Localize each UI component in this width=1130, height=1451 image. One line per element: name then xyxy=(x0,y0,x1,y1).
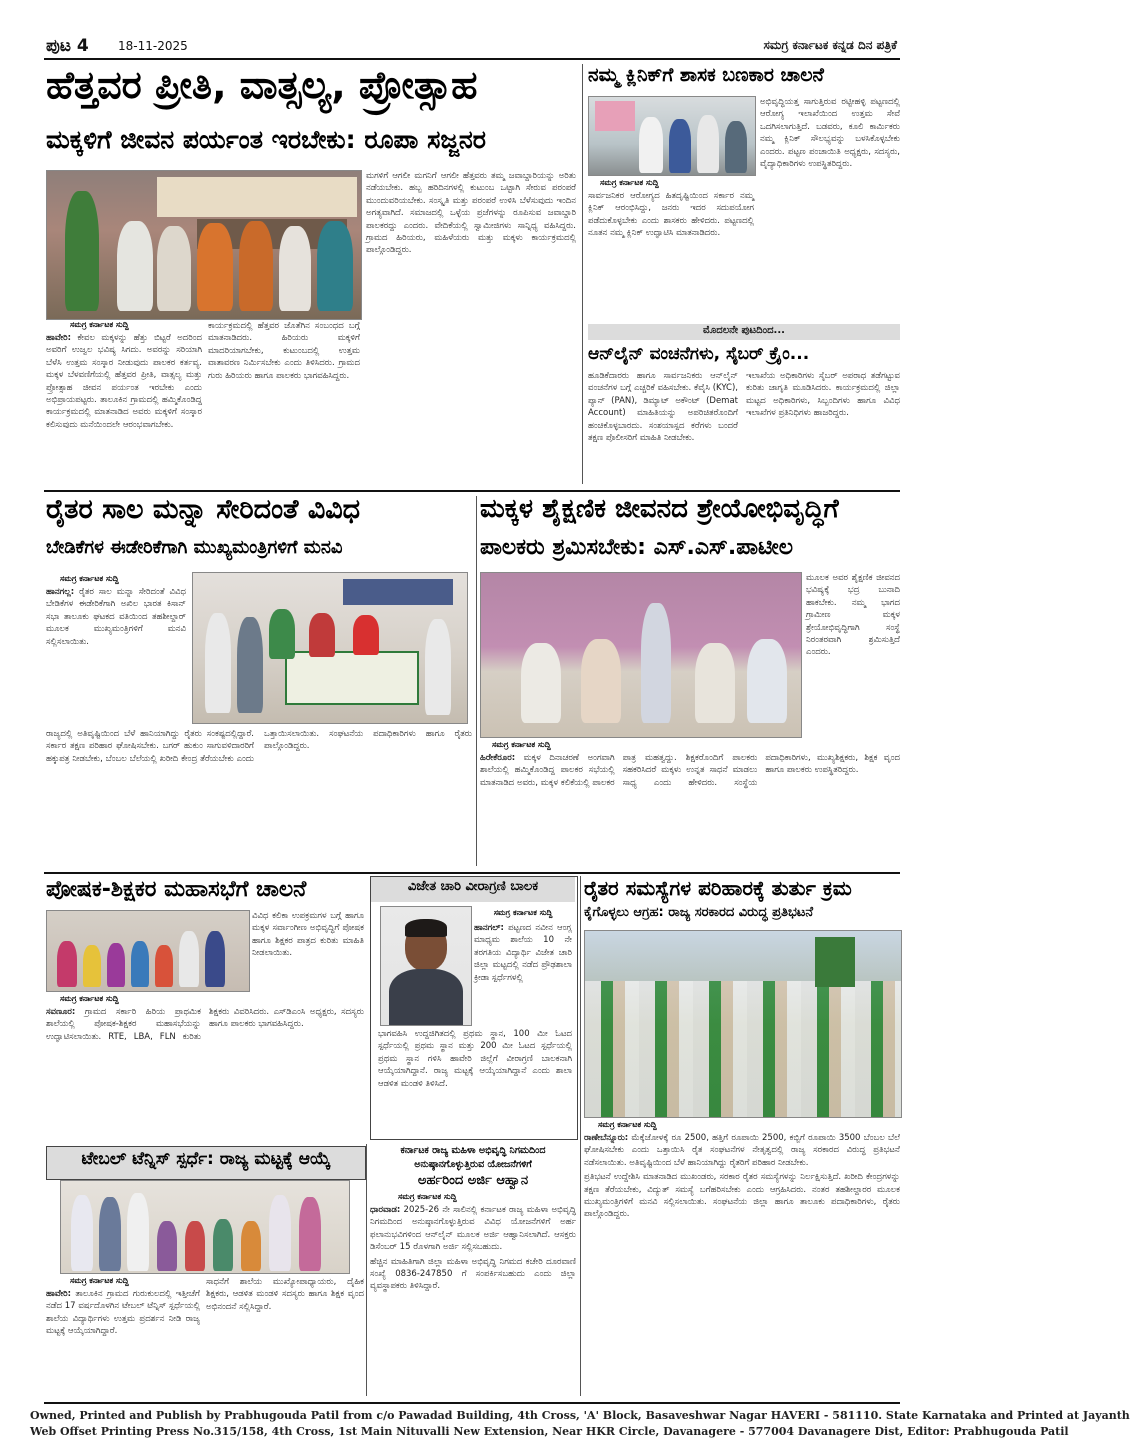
story8-byline: ಸಮಗ್ರ ಕರ್ನಾಟಕ ಸುದ್ದಿ xyxy=(598,1120,657,1129)
story10-text-2: ಹೆಚ್ಚಿನ ಮಾಹಿತಿಗಾಗಿ ಜಿಲ್ಲಾ ಮಹಿಳಾ ಅಭಿವೃದ್ಧಿ ನಿಗಮದ ಕಚೇರಿ ದೂರವಾಣಿ ಸಂಖ್ಯೆ 0836-247850 ಗೆ ಸಂಪರ್ಕಿಸಬಹುದು ಎಂದು ಜಿಲ್ಲಾ ವ್ಯವಸ್ಥಾಪಕರು ತಿಳಿಸಿದ್ದಾರೆ. xyxy=(370,1256,576,1292)
story7-body-col1 xyxy=(474,922,572,1024)
story1-headline: ಹೆತ್ತವರ ಪ್ರೀತಿ, ವಾತ್ಸಲ್ಯ, ಪ್ರೋತ್ಸಾಹ xyxy=(46,63,478,107)
story9-byline: ಸಮಗ್ರ ಕರ್ನಾಟಕ ಸುದ್ದಿ xyxy=(70,1276,129,1285)
story6-dateline: ಸವಣೂರ: xyxy=(46,1007,76,1017)
story8-subhead: ಕೈಗೊಳ್ಳಲು ಆಗ್ರಹ: ರಾಜ್ಯ ಸರಕಾರದ ವಿರುದ್ಧ ಪ್ರತಿಭಟನೆ xyxy=(584,905,814,920)
story4-text-2: ರಾಜ್ಯದಲ್ಲಿ ಅತಿವೃಷ್ಟಿಯಿಂದ ಬೆಳೆ ಹಾನಿಯಾಗಿದ್ದು ರೈತರು ಸಂಕಷ್ಟದಲ್ಲಿದ್ದಾರೆ. ಸರ್ಕಾರ ತಕ್ಷಣ ಪರಿಹಾರ ಘೋಷಿಸಬೇಕು. ಬಗರ್ ಹುಕುಂ ಸಾಗುವಳಿದಾರರಿಗೆ ಹಕ್ಕುಪತ್ರ ನೀಡಬೇಕು, ಬೆಂಬಲ ಬೆಲೆಯಲ್ಲಿ ಖರೀದಿ ಕೇಂದ್ರ ತೆರೆಯಬೇಕು ಎಂದು ಒತ್ತಾಯಿಸಲಾಯಿತು. ಸಂಘಟನೆಯ ಪದಾಧಿಕಾರಿಗಳು ಹಾಗೂ ರೈತರು ಪಾಲ್ಗೊಂಡಿದ್ದರು. xyxy=(46,729,472,764)
story4-dateline: ಹಾನಗಲ್ಲ: xyxy=(46,587,75,597)
story4-photo xyxy=(192,572,468,724)
story5-body-col2 xyxy=(480,752,900,866)
story4-text-1: ರೈತರ ಸಾಲ ಮನ್ನಾ ಸೇರಿದಂತೆ ವಿವಿಧ ಬೇಡಿಕೆಗಳ ಈಡೇರಿಕೆಗಾಗಿ ಅಖಿಲ ಭಾರತ ಕಿಸಾನ್ ಸಭಾ ತಾಲೂಕು ಘಟಕದ ವತಿಯಿಂದ ತಹಶೀಲ್ದಾರ್ ಮೂಲಕ ಮುಖ್ಯಮಂತ್ರಿಗಳಿಗೆ ಮನವಿ ಸಲ್ಲಿಸಲಾಯಿತು. xyxy=(46,587,187,647)
column-divider xyxy=(476,496,477,866)
story1-text-2: ಕಾರ್ಯಕ್ರಮದಲ್ಲಿ ಹೆತ್ತವರ ಜೊತೆಗಿನ ಸಂಬಂಧದ ಬಗ್ಗೆ ಮಾತನಾಡಿದರು. ಹಿರಿಯರು ಮಕ್ಕಳಿಗೆ ಮಾದರಿಯಾಗಬೇಕು, ಕುಟುಂಬದಲ್ಲಿ ಉತ್ತಮ ವಾತಾವರಣ ನಿರ್ಮಿಸಬೇಕು ಎಂದು ತಿಳಿಸಿದರು. ಗ್ರಾಮದ ಗುರು ಹಿರಿಯರು ಹಾಗೂ ಪಾಲಕರು ಭಾಗವಹಿಸಿದ್ದರು. xyxy=(208,321,360,381)
footer-imprint-line-2: Web Offset Printing Press No.315/158, 4th Cross, 1st Main Nituvalli New Extension, Near HKR Circle, Davanagere - 577004 Davanagere Dist, Editor: Prabhugouda Patil xyxy=(30,1425,1069,1438)
story7-dateline: ಹಾನಗಲ್: xyxy=(474,923,504,933)
masthead-rule xyxy=(44,58,900,60)
story4-body-full xyxy=(46,728,472,866)
story2-headline: ನಮ್ಮ ಕ್ಲಿನಿಕ್‌ಗೆ ಶಾಸಕ ಬಣಕಾರ ಚಾಲನೆ xyxy=(588,64,824,86)
story3-body-col1 xyxy=(588,370,738,484)
page-number: ಪುಟ 4 xyxy=(46,36,89,56)
story1-subhead: ಮಕ್ಕಳಿಗೆ ಜೀವನ ಪರ್ಯಂತ ಇರಬೇಕು: ರೂಪಾ ಸಜ್ಜನರ xyxy=(46,125,486,154)
story6-byline: ಸಮಗ್ರ ಕರ್ನಾಟಕ ಸುದ್ದಿ xyxy=(60,994,119,1003)
story2-body-col1 xyxy=(588,190,754,318)
story10-headline-2: ಅನುಷ್ಠಾನಗೊಳ್ಳುತ್ತಿರುವ ಯೋಜನೆಗಳಿಗೆ xyxy=(414,1159,532,1170)
story1-body-col1 xyxy=(46,332,202,484)
story9-text-1: ತಾಲೂಕಿನ ಗ್ರಾಮದ ಗುರುಕುಲದಲ್ಲಿ ಇತ್ತೀಚೆಗೆ ನಡೆದ 17 ವರ್ಷದೊಳಗಿನ ಟೇಬಲ್ ಟೆನ್ನಿಸ್ ಸ್ಪರ್ಧೆಯಲ್ಲಿ ಶಾಲೆಯ ವಿದ್ಯಾರ್ಥಿಗಳು ಉತ್ತಮ ಪ್ರದರ್ಶನ ನೀಡಿ ರಾಜ್ಯ ಮಟ್ಟಕ್ಕೆ ಆಯ್ಕೆಯಾಗಿದ್ದಾರೆ. xyxy=(46,1289,200,1337)
story3-kicker: ಮೊದಲನೇ ಪುಟದಿಂದ... xyxy=(703,325,785,336)
story6-text-1: ವಿವಿಧ ಕಲಿಕಾ ಉಪಕ್ರಮಗಳ ಬಗ್ಗೆ ಹಾಗೂ ಮಕ್ಕಳ ಸರ್ವಾಂಗೀಣ ಅಭಿವೃದ್ಧಿಗೆ ಪೋಷಕ ಹಾಗೂ ಶಿಕ್ಷಕರ ಪಾತ್ರದ ಕುರಿತು ಮಾಹಿತಿ ನೀಡಲಾಯಿತು. xyxy=(252,911,364,959)
story10-headline-1: ಕರ್ನಾಟಕ ರಾಜ್ಯ ಮಹಿಳಾ ಅಭಿವೃದ್ಧಿ ನಿಗಮದಿಂದ xyxy=(400,1145,546,1156)
paper-tagline: ಸಮಗ್ರ ಕರ್ನಾಟಕ ಕನ್ನಡ ದಿನ ಪತ್ರಿಕೆ xyxy=(763,38,897,52)
story2-byline: ಸಮಗ್ರ ಕರ್ನಾಟಕ ಸುದ್ದಿ xyxy=(600,178,659,187)
story8-body-full xyxy=(584,1132,900,1394)
story8-photo xyxy=(584,930,902,1118)
section-rule xyxy=(44,872,900,874)
column-divider xyxy=(582,64,583,484)
story1-text-1: ಕೇವಲ ಮಕ್ಕಳನ್ನು ಹೆತ್ತು ಬಿಟ್ಟರೆ ಅದರಿಂದ ಅವರಿಗೆ ಉಜ್ವಲ ಭವಿಷ್ಯ ಸಿಗದು. ಅವರನ್ನು ಸರಿಯಾಗಿ ಬೆಳೆಸಿ ಉತ್ತಮ ಸಂಸ್ಕಾರ ನೀಡುವುದು ಪಾಲಕರ ಕರ್ತವ್ಯ. ಮಕ್ಕಳ ಬೆಳವಣಿಗೆಯಲ್ಲಿ ಹೆತ್ತವರ ಪ್ರೀತಿ, ವಾತ್ಸಲ್ಯ ಮತ್ತು ಪ್ರೋತ್ಸಾಹ ಜೀವನ ಪರ್ಯಂತ ಇರಬೇಕು ಎಂದು ಅಭಿಪ್ರಾಯಪಟ್ಟರು. ತಾಲೂಕಿನ ಗ್ರಾಮದಲ್ಲಿ ಹಮ್ಮಿಕೊಂಡಿದ್ದ ಕಾರ್ಯಕ್ರಮದಲ್ಲಿ ಮಾತನಾಡಿದ ಅವರು ಮಕ್ಕಳಿಗೆ ಸಂಸ್ಕಾರ ಕಲಿಸುವುದು ಮನೆಯಿಂದಲೇ ಆರಂಭವಾಗಬೇಕು. xyxy=(46,333,202,430)
story9-headline: ಟೇಬಲ್ ಟೆನ್ನಿಸ್ ಸ್ಪರ್ಧೆ: ರಾಜ್ಯ ಮಟ್ಟಕ್ಕೆ ಆಯ್ಕೆ xyxy=(46,1146,366,1180)
story10-headline-3: ಅರ್ಹರಿಂದ ಅರ್ಜಿ ಆಹ್ವಾನ xyxy=(417,1173,529,1188)
story6-text-2: ಗ್ರಾಮದ ಸರ್ಕಾರಿ ಹಿರಿಯ ಪ್ರಾಥಮಿಕ ಶಾಲೆಯಲ್ಲಿ ಪೋಷಕ-ಶಿಕ್ಷಕರ ಮಹಾಸಭೆಯನ್ನು ಉದ್ಘಾಟಿಸಲಾಯಿತು. RTE, LBA, FLN ಕುರಿತು ಶಿಕ್ಷಕರು ವಿವರಿಸಿದರು. ಎಸ್‌ಡಿಎಂಸಿ ಅಧ್ಯಕ್ಷರು, ಸದಸ್ಯರು ಹಾಗೂ ಪಾಲಕರು ಭಾಗವಹಿಸಿದ್ದರು. xyxy=(46,1007,364,1042)
story5-photo xyxy=(480,572,802,738)
story4-subhead: ಬೇಡಿಕೆಗಳ ಈಡೇರಿಕೆಗಾಗಿ ಮುಖ್ಯಮಂತ್ರಿಗಳಿಗೆ ಮನವಿ xyxy=(46,537,343,558)
story4-body-col1 xyxy=(46,586,186,722)
story7-text-2: ಭಾಗವಹಿಸಿ ಉದ್ದಜಿಗಿತದಲ್ಲಿ ಪ್ರಥಮ ಸ್ಥಾನ, 100 ಮೀ ಓಟದ ಸ್ಪರ್ಧೆಯಲ್ಲಿ ಪ್ರಥಮ ಸ್ಥಾನ ಮತ್ತು 200 ಮೀ ಓಟದ ಸ್ಪರ್ಧೆಯಲ್ಲಿ ಪ್ರಥಮ ಸ್ಥಾನ ಗಳಿಸಿ ಹಾವೇರಿ ಜಿಲ್ಲೆಗೆ ವೀರಾಗ್ರಣಿ ಬಾಲಕನಾಗಿ ಆಯ್ಕೆಯಾಗಿದ್ದಾನೆ. ರಾಜ್ಯ ಮಟ್ಟಕ್ಕೆ ಆಯ್ಕೆಯಾಗಿದ್ದಾನೆ ಎಂದು ಶಾಲಾ ಆಡಳಿತ ಮಂಡಳಿ ತಿಳಿಸಿದೆ. xyxy=(378,1029,572,1089)
story5-byline: ಸಮಗ್ರ ಕರ್ನಾಟಕ ಸುದ್ದಿ xyxy=(492,740,551,749)
story9-body-col1 xyxy=(46,1288,200,1396)
date-line: 18-11-2025 xyxy=(118,39,188,53)
story1-text-3: ಮಗಳಿಗೆ ಆಗಲೀ ಮಗನಿಗೆ ಆಗಲೀ ಹೆತ್ತವರು ತಮ್ಮ ಜವಾಬ್ದಾರಿಯನ್ನು ಅರಿತು ನಡೆಯಬೇಕು. ಹಬ್ಬ ಹರಿದಿನಗಳಲ್ಲಿ ಕುಟುಂಬ ಒಟ್ಟಾಗಿ ಸೇರುವ ಪರಂಪರೆ ಮುಂದುವರಿಯಬೇಕು. ಸಂಸ್ಕೃತಿ ಮತ್ತು ಪರಂಪರೆ ಉಳಿಸಿ ಬೆಳೆಸುವುದು ಇಂದಿನ ಅಗತ್ಯವಾಗಿದೆ. ಸಮಾಜದಲ್ಲಿ ಒಳ್ಳೆಯ ಪ್ರಜೆಗಳನ್ನು ರೂಪಿಸುವ ಜವಾಬ್ದಾರಿ ಪಾಲಕರದ್ದು ಎಂದರು. ವೇದಿಕೆಯಲ್ಲಿ ಸ್ವಾಮೀಜಿಗಳು ಸಾನ್ನಿಧ್ಯ ವಹಿಸಿದ್ದರು. ಗ್ರಾಮದ ಹಿರಿಯರು, ಮಹಿಳೆಯರು ಮತ್ತು ಮಕ್ಕಳು ಕಾರ್ಯಕ್ರಮದಲ್ಲಿ ಪಾಲ್ಗೊಂಡಿದ್ದರು. xyxy=(366,171,576,256)
story10-text-1: 2025-26 ನೇ ಸಾಲಿನಲ್ಲಿ ಕರ್ನಾಟಕ ರಾಜ್ಯ ಮಹಿಳಾ ಅಭಿವೃದ್ಧಿ ನಿಗಮದಿಂದ ಅನುಷ್ಠಾನಗೊಳ್ಳುತ್ತಿರುವ ವಿವಿಧ ಯೋಜನೆಗಳಿಗೆ ಅರ್ಹ ಫಲಾನುಭವಿಗಳಿಂದ ಆನ್‌ಲೈನ್ ಮೂಲಕ ಅರ್ಜಿ ಆಹ್ವಾನಿಸಲಾಗಿದೆ. ಆಸಕ್ತರು ಡಿಸೆಂಬರ್ 15 ರೊಳಗಾಗಿ ಅರ್ಜಿ ಸಲ್ಲಿಸಬಹುದು. xyxy=(370,1205,577,1253)
footer-imprint-line-1: Owned, Printed and Publish by Prabhugouda Patil from c/o Pawadad Building, 4th Cross, 'A' Block, Basaveshwar Nagar HAVERI - 581110. State Karnataka and Printed at Jayanth xyxy=(30,1409,1130,1422)
story2-photo xyxy=(588,96,756,176)
story6-headline: ಪೋಷಕ-ಶಿಕ್ಷಕರ ಮಹಾಸಭೆಗೆ ಚಾಲನೆ xyxy=(46,877,307,902)
story9-photo xyxy=(60,1180,350,1274)
story3-text-2: ಇಲಾಖೆಯ ಅಧಿಕಾರಿಗಳು ಸೈಬರ್ ಅಪರಾಧ ತಡೆಗಟ್ಟುವ ಕುರಿತು ಜಾಗೃತಿ ಮೂಡಿಸಿದರು. ಕಾರ್ಯಕ್ರಮದಲ್ಲಿ ಜಿಲ್ಲಾ ಮಟ್ಟದ ಅಧಿಕಾರಿಗಳು, ಸಿಬ್ಬಂದಿಗಳು ಹಾಗೂ ವಿವಿಧ ಇಲಾಖೆಗಳ ಪ್ರತಿನಿಧಿಗಳು ಹಾಜರಿದ್ದರು. xyxy=(746,371,900,419)
story2-text-1: ಸಾರ್ವಜನಿಕರ ಆರೋಗ್ಯದ ಹಿತದೃಷ್ಟಿಯಿಂದ ಸರ್ಕಾರ ನಮ್ಮ ಕ್ಲಿನಿಕ್ ಆರಂಭಿಸಿದ್ದು, ಜನರು ಇದರ ಸದುಪಯೋಗ ಪಡೆದುಕೊಳ್ಳಬೇಕು ಎಂದು ಶಾಸಕರು ಹೇಳಿದರು. ಪಟ್ಟಣದಲ್ಲಿ ನೂತನ ನಮ್ಮ ಕ್ಲಿನಿಕ್ ಉದ್ಘಾಟಿಸಿ ಮಾತನಾಡಿದರು. xyxy=(588,191,754,239)
story10-dateline: ಧಾರವಾಡ: xyxy=(370,1205,401,1215)
story10-body xyxy=(370,1204,576,1396)
story4-byline: ಸಮಗ್ರ ಕರ್ನಾಟಕ ಸುದ್ದಿ xyxy=(60,574,119,583)
story5-body-col1 xyxy=(806,572,900,736)
story5-subhead: ಪಾಲಕರು ಶ್ರಮಿಸಬೇಕು: ಎಸ್.ಎಸ್.ಪಾಟೀಲ xyxy=(480,535,794,560)
story1-byline: ಸಮಗ್ರ ಕರ್ನಾಟಕ ಸುದ್ದಿ xyxy=(70,320,129,329)
column-divider xyxy=(366,1144,367,1396)
story1-body-col2 xyxy=(208,320,360,484)
story1-dateline: ಹಾವೇರಿ: xyxy=(46,333,72,343)
column-divider xyxy=(580,876,581,1396)
story7-byline: ಸಮಗ್ರ ಕರ್ನಾಟಕ ಸುದ್ದಿ xyxy=(493,908,553,917)
story4-headline: ರೈತರ ಸಾಲ ಮನ್ನಾ ಸೇರಿದಂತೆ ವಿವಿಧ xyxy=(46,494,361,525)
story5-text-1: ಮೂಲಕ ಅವರ ಶೈಕ್ಷಣಿಕ ಜೀವನದ ಭವಿಷ್ಯಕ್ಕೆ ಭದ್ರ ಬುನಾದಿ ಹಾಕಬೇಕು. ನಮ್ಮ ಭಾಗದ ಗ್ರಾಮೀಣ ಮಕ್ಕಳ ಶ್ರೇಯೋಭಿವೃದ್ಧಿಗಾಗಿ ಸಂಸ್ಥೆ ನಿರಂತರವಾಗಿ ಶ್ರಮಿಸುತ್ತಿದೆ ಎಂದರು. xyxy=(806,573,900,658)
story6-photo xyxy=(46,910,250,992)
story9-dateline: ಹಾವೇರಿ: xyxy=(46,1289,72,1299)
story8-headline: ರೈತರ ಸಮಸ್ಯೆಗಳ ಪರಿಹಾರಕ್ಕೆ ತುರ್ತು ಕ್ರಮ xyxy=(584,876,852,900)
story7-portrait xyxy=(380,906,472,1026)
story5-dateline: ಹಿರೇಕೆರೂರ: xyxy=(480,753,516,763)
section-rule xyxy=(44,490,900,492)
story10-byline: ಸಮಗ್ರ ಕರ್ನಾಟಕ ಸುದ್ದಿ xyxy=(398,1192,457,1201)
story7-headline: ವಿಜೇತ ಚಾರಿ ವೀರಾಗ್ರಣಿ ಬಾಲಕ xyxy=(371,877,575,902)
story2-body-col2 xyxy=(760,96,900,318)
story7-text-1: ಪಟ್ಟಣದ ನವೀನ ಆಂಗ್ಲ ಮಾಧ್ಯಮ ಶಾಲೆಯ 10 ನೇ ತರಗತಿಯ ವಿದ್ಯಾರ್ಥಿ ವಿಜೇತ ಚಾರಿ ಜಿಲ್ಲಾ ಮಟ್ಟದಲ್ಲಿ ನಡೆದ ಪ್ರೌಢಶಾಲಾ ಕ್ರೀಡಾ ಸ್ಪರ್ಧೆಗಳಲ್ಲಿ xyxy=(474,923,572,983)
story6-body-col1 xyxy=(252,910,364,1002)
story5-headline: ಮಕ್ಕಳ ಶೈಕ್ಷಣಿಕ ಜೀವನದ ಶ್ರೇಯೋಭಿವೃದ್ಧಿಗೆ xyxy=(480,494,839,524)
footer-rule xyxy=(44,1402,900,1404)
story9-text-2: ಸಾಧನೆಗೆ ಶಾಲೆಯ ಮುಖ್ಯೋಪಾಧ್ಯಾಯರು, ದೈಹಿಕ ಶಿಕ್ಷಕರು, ಆಡಳಿತ ಮಂಡಳಿ ಸದಸ್ಯರು ಹಾಗೂ ಶಿಕ್ಷಕ ವೃಂದ ಅಭಿನಂದನೆ ಸಲ್ಲಿಸಿದ್ದಾರೆ. xyxy=(206,1277,364,1312)
story1-body-col3 xyxy=(366,170,576,484)
story7-body-full xyxy=(378,1028,572,1134)
story1-photo xyxy=(46,170,362,320)
story5-text-2: ಮಕ್ಕಳ ದಿನಾಚರಣೆ ಅಂಗವಾಗಿ ಶಾಲೆಯಲ್ಲಿ ಹಮ್ಮಿಕೊಂಡಿದ್ದ ಪಾಲಕರ ಸಭೆಯಲ್ಲಿ ಮಾತನಾಡಿದ ಅವರು, ಮಕ್ಕಳ ಕಲಿಕೆಯಲ್ಲಿ ಪಾಲಕರ ಪಾತ್ರ ಮಹತ್ವದ್ದು. ಶಿಕ್ಷಕರೊಂದಿಗೆ ಪಾಲಕರು ಸಹಕರಿಸಿದರೆ ಮಕ್ಕಳು ಉನ್ನತ ಸಾಧನೆ ಮಾಡಲು ಸಾಧ್ಯ ಎಂದು ಹೇಳಿದರು. ಸಂಸ್ಥೆಯ ಪದಾಧಿಕಾರಿಗಳು, ಮುಖ್ಯಶಿಕ್ಷಕರು, ಶಿಕ್ಷಕ ವೃಂದ ಹಾಗೂ ಪಾಲಕರು ಉಪಸ್ಥಿತರಿದ್ದರು. xyxy=(480,753,900,788)
story8-text-1: ಮೆಕ್ಕೆಜೋಳಕ್ಕೆ ರೂ 2500, ಹತ್ತಿಗೆ ರೂಪಾಯಿ 2500, ಕಬ್ಬಿಗೆ ರೂಪಾಯಿ 3500 ಬೆಂಬಲ ಬೆಲೆ ಘೋಷಿಸಬೇಕು ಎಂದು ಒತ್ತಾಯಿಸಿ ರೈತ ಸಂಘಟನೆಗಳ ನೇತೃತ್ವದಲ್ಲಿ ರಾಜ್ಯ ಸರಕಾರದ ವಿರುದ್ಧ ಪ್ರತಿಭಟನೆ ನಡೆಸಲಾಯಿತು. ಅತಿವೃಷ್ಟಿಯಿಂದ ಬೆಳೆ ಹಾನಿಯಾಗಿದ್ದು ರೈತರಿಗೆ ಪರಿಹಾರ ನೀಡಬೇಕು. xyxy=(584,1133,901,1168)
story8-dateline: ರಾಣೇಬೆನ್ನೂರು: xyxy=(584,1133,629,1143)
story3-text-1: ಹೂಡಿಕೆದಾರರು ಹಾಗೂ ಸಾರ್ವಜನಿಕರು ಆನ್‌ಲೈನ್ ವಂಚನೆಗಳ ಬಗ್ಗೆ ಎಚ್ಚರಿಕೆ ವಹಿಸಬೇಕು. ಕೆವೈಸಿ (KYC), ಪ್ಯಾನ್ (PAN), ಡಿಮ್ಯಾಟ್ ಅಕೌಂಟ್ (Demat Account) ಮಾಹಿತಿಯನ್ನು ಅಪರಿಚಿತರೊಂದಿಗೆ ಹಂಚಿಕೊಳ್ಳಬಾರದು. ಸಂಶಯಾಸ್ಪದ ಕರೆಗಳು ಬಂದರೆ ತಕ್ಷಣ ಪೊಲೀಸರಿಗೆ ಮಾಹಿತಿ ನೀಡಬೇಕು. xyxy=(588,371,738,444)
story9-body-col2 xyxy=(206,1276,364,1396)
story3-headline: ಆನ್‌ಲೈನ್ ವಂಚನೆಗಳು, ಸೈಬರ್ ಕ್ರೈಂ... xyxy=(588,344,810,364)
story3-body-col2 xyxy=(746,370,900,484)
story6-body-full xyxy=(46,1006,364,1140)
story2-text-2: ಅಭಿವೃದ್ಧಿಯತ್ತ ಸಾಗುತ್ತಿರುವ ರಟ್ಟೀಹಳ್ಳಿ ಪಟ್ಟಣದಲ್ಲಿ ಆರೋಗ್ಯ ಇಲಾಖೆಯಿಂದ ಉತ್ತಮ ಸೇವೆ ಒದಗಿಸಲಾಗುತ್ತಿದೆ. ಬಡವರು, ಕೂಲಿ ಕಾರ್ಮಿಕರು ನಮ್ಮ ಕ್ಲಿನಿಕ್ ಸೌಲಭ್ಯವನ್ನು ಬಳಸಿಕೊಳ್ಳಬೇಕು ಎಂದರು. ಪಟ್ಟಣ ಪಂಚಾಯಿತಿ ಅಧ್ಯಕ್ಷರು, ಸದಸ್ಯರು, ವೈದ್ಯಾಧಿಕಾರಿಗಳು ಉಪಸ್ಥಿತರಿದ್ದರು. xyxy=(760,97,900,170)
story8-text-2: ಪ್ರತಿಭಟನೆ ಉದ್ದೇಶಿಸಿ ಮಾತನಾಡಿದ ಮುಖಂಡರು, ಸರಕಾರ ರೈತರ ಸಮಸ್ಯೆಗಳನ್ನು ನಿರ್ಲಕ್ಷಿಸುತ್ತಿದೆ. ಖರೀದಿ ಕೇಂದ್ರಗಳನ್ನು ತಕ್ಷಣ ತೆರೆಯಬೇಕು, ವಿದ್ಯುತ್ ಸಮಸ್ಯೆ ಬಗೆಹರಿಸಬೇಕು ಎಂದು ಆಗ್ರಹಿಸಿದರು. ನಂತರ ತಹಶೀಲ್ದಾರರ ಮೂಲಕ ಮುಖ್ಯಮಂತ್ರಿಗಳಿಗೆ ಮನವಿ ಸಲ್ಲಿಸಲಾಯಿತು. ಸಂಘಟನೆಯ ಜಿಲ್ಲಾ ಹಾಗೂ ತಾಲೂಕು ಪದಾಧಿಕಾರಿಗಳು, ರೈತರು ಪಾಲ್ಗೊಂಡಿದ್ದರು. xyxy=(584,1172,900,1220)
